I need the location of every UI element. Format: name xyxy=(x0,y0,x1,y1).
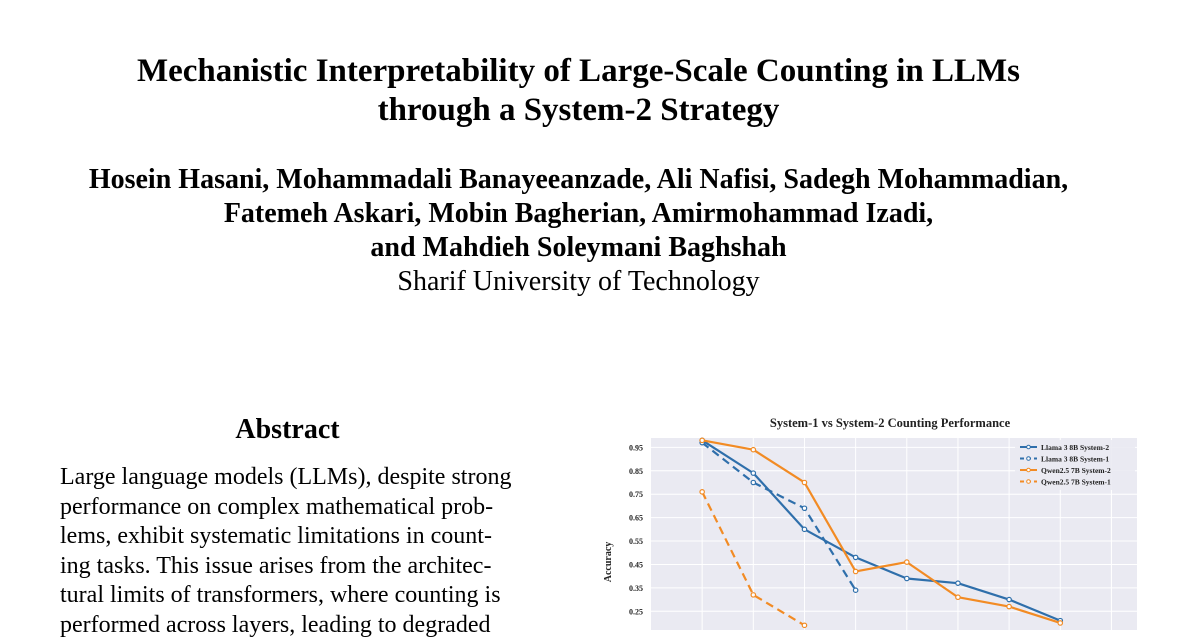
data-point xyxy=(802,527,806,531)
abstract-line: tural limits of transformers, where counting is xyxy=(60,581,520,611)
legend-marker xyxy=(1027,468,1031,472)
legend-label: Llama 3 8B System-1 xyxy=(1041,455,1109,464)
author-list xyxy=(0,163,1157,265)
abstract-line: performed across layers, leading to degraded xyxy=(60,611,520,640)
abstract-line: ing tasks. This issue arises from the architec- xyxy=(60,552,520,582)
paper-title-line: through a System-2 Strategy xyxy=(0,91,1157,130)
data-point xyxy=(802,480,806,484)
author-line: Hosein Hasani, Mohammadali Banayeeanzade, Ali Nafisi, Sadegh Mohammadian, xyxy=(0,163,1157,197)
chart-svg xyxy=(595,410,1195,630)
data-point xyxy=(956,581,960,585)
data-point xyxy=(853,555,857,559)
y-tick-label: 0.75 xyxy=(629,490,643,499)
data-point xyxy=(905,560,909,564)
y-tick-label: 0.85 xyxy=(629,467,643,476)
figure-chart xyxy=(595,410,1195,630)
data-point xyxy=(1007,597,1011,601)
data-point xyxy=(700,438,704,442)
data-point xyxy=(905,576,909,580)
y-tick-label: 0.65 xyxy=(629,514,643,523)
author-line: Fatemeh Askari, Mobin Bagherian, Amirmohammad Izadi, xyxy=(0,197,1157,231)
y-tick-label: 0.95 xyxy=(629,443,643,452)
data-point xyxy=(751,471,755,475)
abstract-line: lems, exhibit systematic limitations in count- xyxy=(60,522,520,552)
chart-title: System-1 vs System-2 Counting Performance xyxy=(770,416,1011,430)
y-axis-ticks xyxy=(629,443,643,616)
legend xyxy=(1015,440,1135,490)
data-point xyxy=(802,506,806,510)
data-point xyxy=(700,490,704,494)
abstract-line: performance on complex mathematical prob- xyxy=(60,493,520,523)
y-tick-label: 0.35 xyxy=(629,584,643,593)
y-tick-label: 0.45 xyxy=(629,560,643,569)
paper-title xyxy=(0,52,1157,130)
data-point xyxy=(956,595,960,599)
y-tick-label: 0.55 xyxy=(629,537,643,546)
legend-marker xyxy=(1027,445,1031,449)
data-point xyxy=(853,588,857,592)
y-axis-label: Accuracy xyxy=(603,542,614,583)
data-point xyxy=(1058,621,1062,625)
legend-label: Qwen2.5 7B System-1 xyxy=(1041,478,1111,487)
paper-title-line: Mechanistic Interpretability of Large-Scale Counting in LLMs xyxy=(0,52,1157,91)
data-point xyxy=(1007,604,1011,608)
data-point xyxy=(802,623,806,627)
abstract-heading: Abstract xyxy=(60,413,515,447)
data-point xyxy=(751,448,755,452)
data-point xyxy=(853,569,857,573)
legend-label: Qwen2.5 7B System-2 xyxy=(1041,466,1111,475)
data-point xyxy=(751,593,755,597)
affiliation: Sharif University of Technology xyxy=(0,265,1157,299)
data-point xyxy=(751,480,755,484)
abstract-body xyxy=(60,463,520,640)
legend-marker xyxy=(1027,480,1031,484)
y-tick-label: 0.25 xyxy=(629,607,643,616)
legend-marker xyxy=(1027,457,1031,461)
legend-label: Llama 3 8B System-2 xyxy=(1041,443,1109,452)
author-line: and Mahdieh Soleymani Baghshah xyxy=(0,231,1157,265)
abstract-line: Large language models (LLMs), despite strong xyxy=(60,463,520,493)
